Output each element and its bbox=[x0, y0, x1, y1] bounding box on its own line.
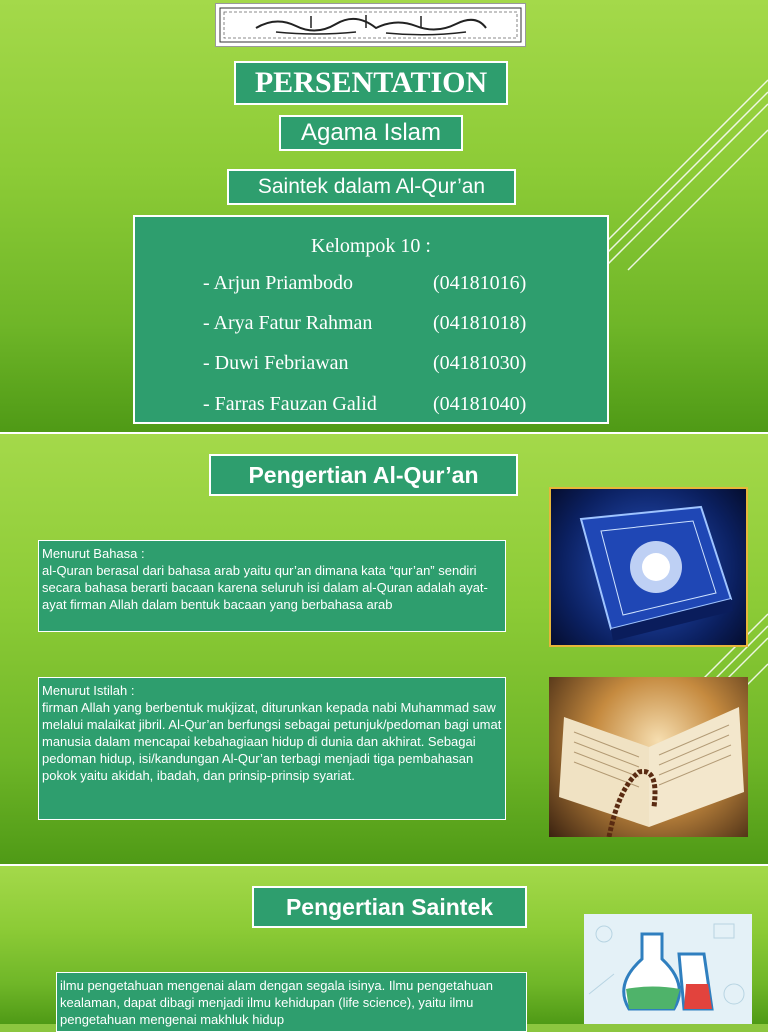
group-members-box bbox=[133, 215, 609, 424]
saintek-text-box bbox=[56, 972, 527, 1032]
basmala-calligraphy bbox=[215, 3, 526, 47]
slide-title bbox=[0, 0, 768, 432]
heading-pengertian-quran: Pengertian Al-Qur’an bbox=[209, 454, 518, 496]
menurut-istilah-label: Menurut Istilah : bbox=[42, 683, 135, 698]
saintek-text: ilmu pengetahuan mengenai alam dengan segala isinya. Ilmu pengetahuan kealaman, dapat dibagi menjadi ilmu kehidupan (life science), yaitu ilmu pengetahuan mengenai makhluk hidup bbox=[60, 978, 493, 1027]
group-label: Kelompok 10 : bbox=[311, 235, 431, 257]
presentation-title: PERSENTATION bbox=[234, 61, 508, 105]
subject-label: Agama Islam bbox=[279, 115, 463, 151]
member-nim: (04181030) bbox=[433, 352, 527, 374]
science-flask-image bbox=[584, 914, 752, 1024]
open-quran-image bbox=[549, 677, 748, 837]
member-nim: (04181018) bbox=[433, 312, 527, 334]
menurut-bahasa-box bbox=[38, 540, 506, 632]
menurut-istilah-text: firman Allah yang berbentuk mukjizat, diturunkan kepada nabi Muhammad saw melalui malaikat jibril. Al-Qur’an berfungsi sebagai petunjuk/pedoman bagi umat manusia dalam mencapai kebahagiaan hidup di dunia dan akhirat. Sebagai pedoman hidup, isi/kandungan Al-Qur’an terbagi menjadi tiga pembahasan pokok yaitu akidah, ibadah, dan prinsip-prinsip syariat. bbox=[42, 700, 502, 783]
topic-label: Saintek dalam Al-Qur’an bbox=[227, 169, 516, 205]
member-name: - Duwi Febriawan bbox=[203, 352, 349, 374]
member-nim: (04181016) bbox=[433, 272, 527, 294]
member-name: - Farras Fauzan Galid bbox=[203, 393, 377, 415]
member-name: - Arya Fatur Rahman bbox=[203, 312, 373, 334]
menurut-bahasa-text: al-Quran berasal dari bahasa arab yaitu qur’an dimana kata “qur’an” sendiri secara bahasa berarti bacaan karena seluruh isi dalam al-Quran adalah ayat-ayat firman Allah dalam bentuk bacaan yang berbahasa arab bbox=[42, 563, 488, 612]
member-nim: (04181040) bbox=[433, 393, 527, 415]
heading-pengertian-saintek: Pengertian Saintek bbox=[252, 886, 527, 928]
member-name: - Arjun Priambodo bbox=[203, 272, 353, 294]
quran-book-image bbox=[549, 487, 748, 647]
menurut-bahasa-label: Menurut Bahasa : bbox=[42, 546, 145, 561]
menurut-istilah-box bbox=[38, 677, 506, 820]
